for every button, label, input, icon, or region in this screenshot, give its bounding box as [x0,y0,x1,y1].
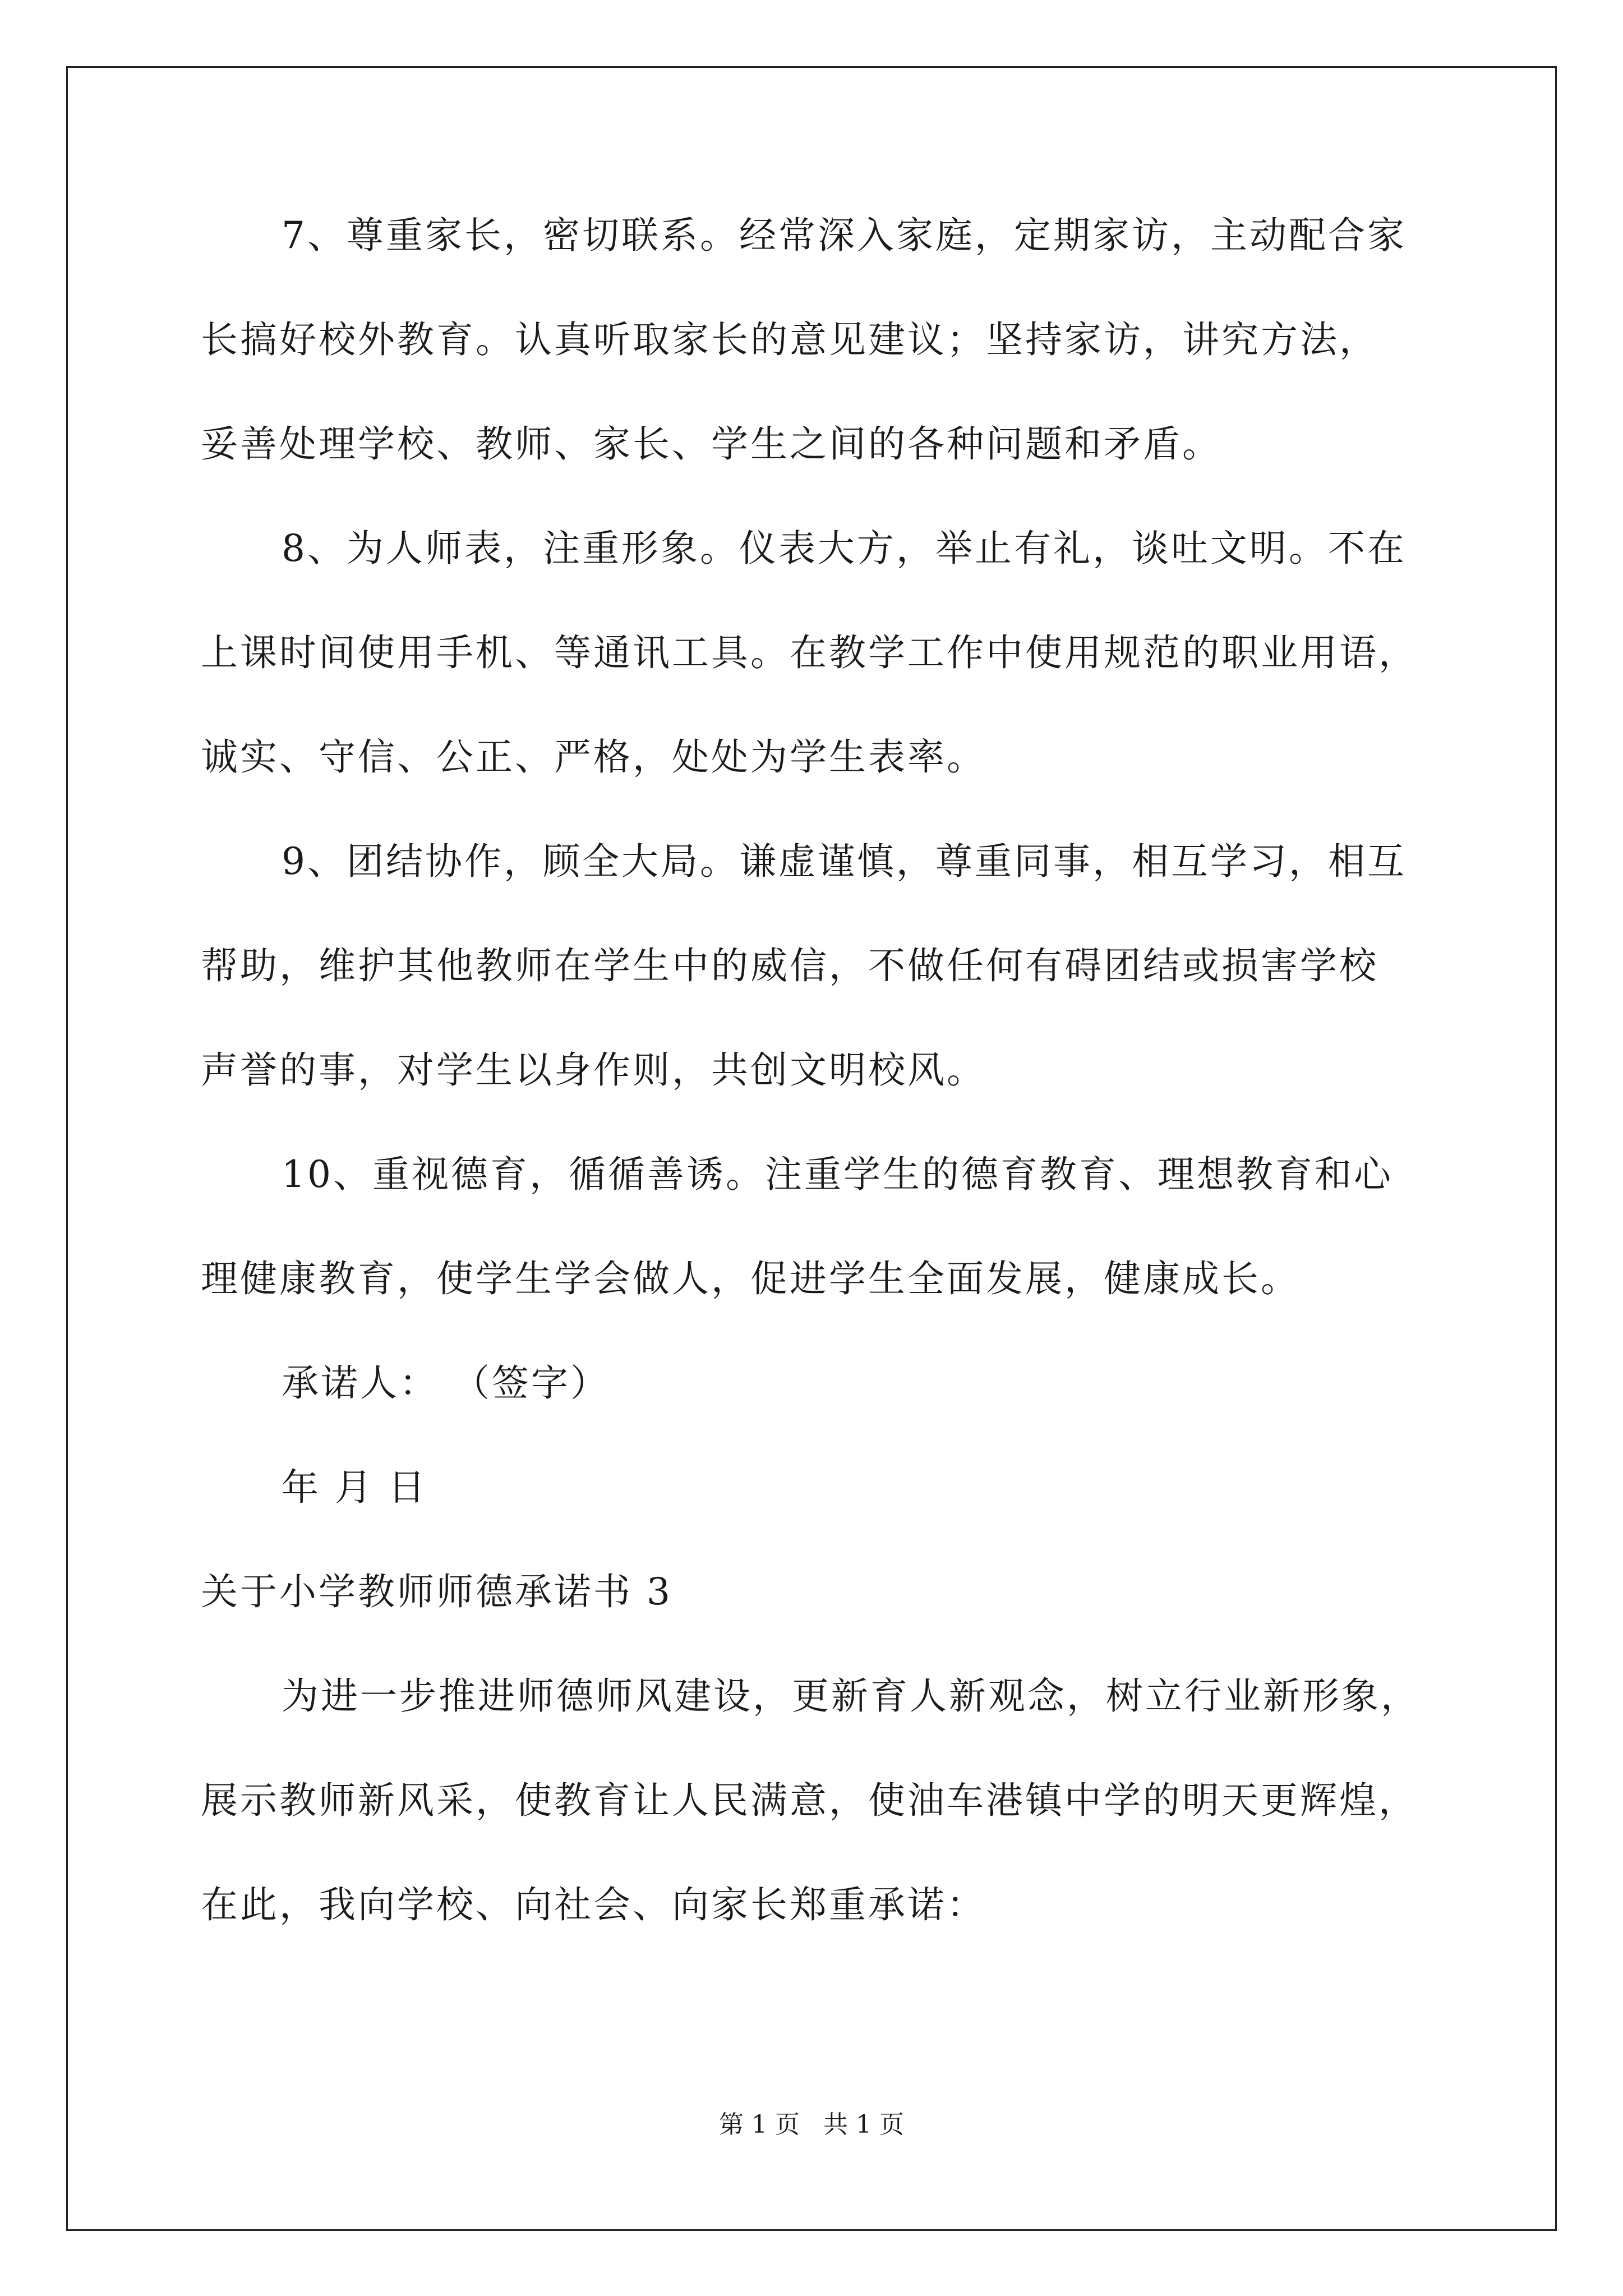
paragraph-7-line-2: 长搞好校外教育。认真听取家长的意见建议；坚持家访，讲究方法， [201,318,1378,361]
paragraph-7-line-3: 妥善处理学校、教师、家长、学生之间的各种问题和矛盾。 [201,422,1221,466]
section-title: 关于小学教师师德承诺书 3 [201,1570,672,1613]
page-footer: 第 1 页 共 1 页 [719,2110,904,2139]
intro-line-2: 展示教师新风采，使教育让人民满意，使油车港镇中学的明天更辉煌， [201,1779,1418,1822]
paragraph-10-line-2: 理健康教育，使学生学会做人，促进学生全面发展，健康成长。 [201,1257,1300,1300]
signature-line: 承诺人： （签字） [282,1361,610,1405]
paragraph-9-line-1: 9、团结协作，顾全大局。谦虚谨慎，尊重同事，相互学习，相互 [282,840,1407,883]
paragraph-8-line-1: 8、为人师表，注重形象。仪表大方，举止有礼，谈吐文明。不在 [282,527,1407,570]
intro-line-3: 在此，我向学校、向社会、向家长郑重承诺： [201,1883,986,1926]
paragraph-10-line-1: 10、重视德育，循循善诱。注重学生的德育教育、理想教育和心 [282,1153,1393,1196]
paragraph-8-line-3: 诚实、守信、公正、严格，处处为学生表率。 [201,735,986,779]
date-line: 年 月 日 [282,1466,427,1509]
paragraph-9-line-3: 声誉的事，对学生以身作则，共创文明校风。 [201,1048,986,1092]
paragraph-7-line-1: 7、尊重家长，密切联系。经常深入家庭，定期家访，主动配合家 [282,214,1407,257]
intro-line-1: 为进一步推进师德师风建设，更新育人新观念，树立行业新形象， [282,1674,1420,1718]
paragraph-9-line-2: 帮助，维护其他教师在学生中的威信，不做任何有碍团结或损害学校 [201,944,1378,987]
paragraph-8-line-2: 上课时间使用手机、等通讯工具。在教学工作中使用规范的职业用语， [201,631,1418,674]
